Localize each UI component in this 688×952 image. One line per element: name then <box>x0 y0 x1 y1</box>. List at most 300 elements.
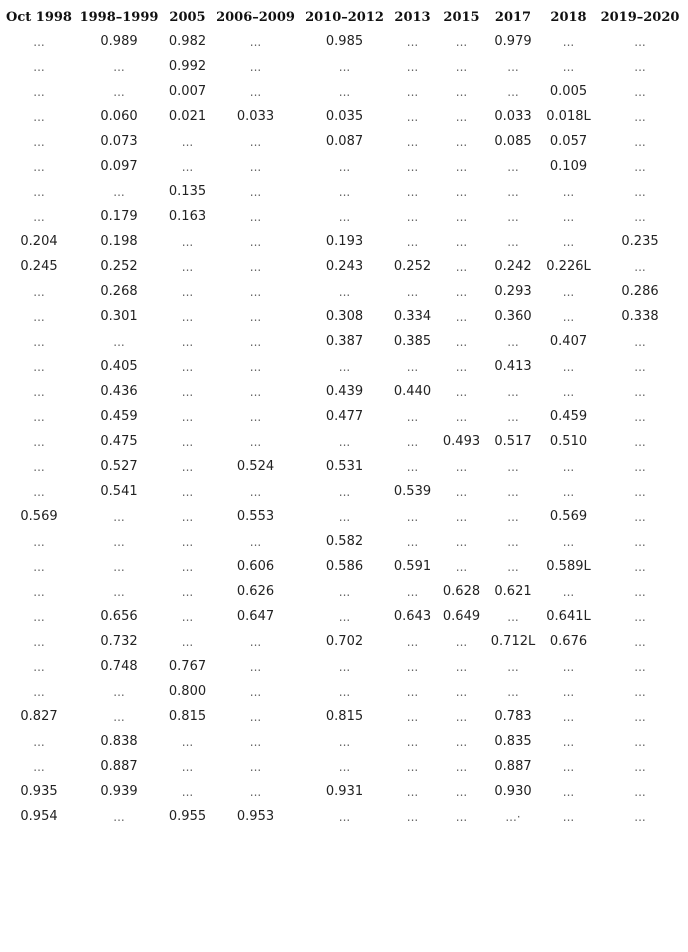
table-cell: ... <box>33 384 45 399</box>
table-cell: 0.591 <box>393 559 432 574</box>
table-cell: 0.163 <box>168 209 207 224</box>
column-header: 2005 <box>169 9 206 25</box>
table-cell: 0.783 <box>494 709 532 724</box>
table-cell: ... <box>507 159 519 174</box>
table-cell: ... <box>181 534 194 549</box>
table-cell: ... <box>33 209 45 224</box>
table-cell: 0.553 <box>236 509 275 524</box>
table-cell: ... <box>113 59 125 74</box>
table-cell: ... <box>338 584 351 599</box>
table-cell: ... <box>406 159 419 174</box>
table-cell: ... <box>338 359 351 374</box>
table-cell: ... <box>562 359 575 374</box>
table-cell: ... <box>455 509 468 524</box>
table-cell: ... <box>455 109 468 124</box>
table-cell: ... <box>507 484 519 499</box>
table-cell: 0.073 <box>100 134 138 149</box>
table-cell: ... <box>406 584 419 599</box>
table-cell: ... <box>634 209 646 224</box>
table-cell: ... <box>455 559 468 574</box>
table-cell: 0.621 <box>494 584 532 599</box>
table-row <box>4 579 682 604</box>
table-cell: ... <box>562 184 575 199</box>
table-cell: ... <box>562 309 575 324</box>
table-cell: ... <box>455 759 468 774</box>
column-header: 2006–2009 <box>216 9 295 25</box>
table-cell: 0.954 <box>20 809 58 824</box>
table-cell: ... <box>33 409 45 424</box>
table-cell: 0.582 <box>325 534 364 549</box>
table-body <box>4 29 682 829</box>
table-cell: 0.057 <box>549 134 588 149</box>
table-cell: 0.541 <box>100 484 138 499</box>
table-cell: ... <box>455 459 468 474</box>
table-row <box>4 729 682 754</box>
table-cell: 0.097 <box>100 159 138 174</box>
table-cell: 0.606 <box>236 559 275 574</box>
table-cell: ... <box>249 334 262 349</box>
table-cell: ... <box>338 759 351 774</box>
table-row <box>4 754 682 779</box>
table-cell: ... <box>406 359 419 374</box>
table-cell: ... <box>406 809 419 824</box>
column-header: 2019–2020 <box>600 9 680 25</box>
table-cell: ... <box>249 259 262 274</box>
table-cell: 0.301 <box>100 309 138 324</box>
table-cell: ... <box>406 34 419 49</box>
table-row <box>4 179 682 204</box>
table-cell: 0.252 <box>100 259 138 274</box>
table-row <box>4 654 682 679</box>
table-cell: 0.245 <box>20 259 58 274</box>
table-cell: 0.586 <box>325 559 364 574</box>
table-cell: ... <box>634 384 646 399</box>
table-cell: ... <box>338 184 351 199</box>
table-cell: 0.308 <box>325 309 364 324</box>
table-cell: ... <box>455 534 468 549</box>
table-cell: ... <box>562 234 575 249</box>
table-cell: ... <box>562 684 575 699</box>
table-cell: 0.179 <box>100 209 138 224</box>
table-cell: ... <box>338 484 351 499</box>
table-row <box>4 629 682 654</box>
table-cell: 0.021 <box>168 109 207 124</box>
table-cell: ... <box>455 209 468 224</box>
table-cell: ... <box>507 184 519 199</box>
table-cell: ... <box>507 84 519 99</box>
table-cell: ... <box>507 509 519 524</box>
table-cell: ... <box>406 109 419 124</box>
table-cell: ... <box>181 384 194 399</box>
table-cell: ... <box>406 659 419 674</box>
table-cell: 0.815 <box>325 709 364 724</box>
table-cell: ... <box>634 59 646 74</box>
table-cell: ... <box>634 409 646 424</box>
table-cell: ... <box>406 459 419 474</box>
table-cell: ... <box>562 584 575 599</box>
header-row <box>4 5 682 29</box>
table-cell: ... <box>33 534 45 549</box>
table-cell: ... <box>33 684 45 699</box>
table-cell: ... <box>338 159 351 174</box>
table-cell: ... <box>113 584 125 599</box>
table-cell: ... <box>634 784 646 799</box>
table-cell: ... <box>33 184 45 199</box>
table-cell: 0.510 <box>549 434 588 449</box>
column-header: Oct 1998 <box>6 9 72 25</box>
column-header: 1998–1999 <box>79 9 159 25</box>
table-row <box>4 129 682 154</box>
table-cell: ... <box>33 634 45 649</box>
table-cell: 0.838 <box>100 734 138 749</box>
table-cell: ... <box>455 659 468 674</box>
table-cell: 0.800 <box>168 684 207 699</box>
table-cell: 0.475 <box>100 434 138 449</box>
table-cell: ... <box>249 434 262 449</box>
table-cell: ... <box>406 509 419 524</box>
table-cell: ... <box>562 709 575 724</box>
table-cell: ... <box>338 284 351 299</box>
table-cell: ... <box>181 159 194 174</box>
table-cell: 0.955 <box>168 809 207 824</box>
table-cell: ... <box>33 434 45 449</box>
table-cell: 0.656 <box>100 609 138 624</box>
table-cell: 0.982 <box>168 34 207 49</box>
table-cell: 0.360 <box>494 309 532 324</box>
table-cell: ... <box>455 284 468 299</box>
table-cell: ... <box>249 84 262 99</box>
table-cell: ... <box>634 359 646 374</box>
table-cell: ... <box>634 809 646 824</box>
table-cell: 0.628 <box>442 584 481 599</box>
table-cell: ... <box>634 334 646 349</box>
table-cell: 0.334 <box>393 309 432 324</box>
table-cell: ... <box>249 134 262 149</box>
table-cell: ... <box>455 234 468 249</box>
table-cell: 0.569 <box>20 509 58 524</box>
table-row <box>4 479 682 504</box>
table-cell: ... <box>634 659 646 674</box>
table-cell: ... <box>406 209 419 224</box>
table-cell: ... <box>406 234 419 249</box>
table-cell: ... <box>507 609 519 624</box>
table-cell: ... <box>33 759 45 774</box>
table-row <box>4 454 682 479</box>
table-row <box>4 329 682 354</box>
table-cell: 0.732 <box>100 634 138 649</box>
column-header: 2015 <box>443 9 480 25</box>
column-header: 2013 <box>394 9 431 25</box>
table-cell: ... <box>406 684 419 699</box>
table-cell: ... <box>562 284 575 299</box>
table-row <box>4 229 682 254</box>
table-cell: 0.930 <box>494 784 532 799</box>
table-cell: ... <box>113 559 125 574</box>
table-row <box>4 529 682 554</box>
table-cell: ... <box>338 609 351 624</box>
table-row <box>4 54 682 79</box>
table-cell: ... <box>406 784 419 799</box>
table-cell: ... <box>181 734 194 749</box>
table-cell: ... <box>33 659 45 674</box>
table-cell: 0.702 <box>325 634 364 649</box>
table-cell: 0.979 <box>494 34 532 49</box>
table-cell: 0.569 <box>549 509 588 524</box>
table-cell: 0.712L <box>490 634 536 649</box>
table-cell: ... <box>634 534 646 549</box>
table-cell: ... <box>113 184 125 199</box>
table-cell: ... <box>406 634 419 649</box>
table-cell: ... <box>406 734 419 749</box>
table-row <box>4 29 682 54</box>
table-cell: ... <box>455 334 468 349</box>
table-cell: ... <box>33 34 45 49</box>
table-row <box>4 304 682 329</box>
table-cell: 0.005 <box>549 84 588 99</box>
table-cell: ... <box>634 159 646 174</box>
table-cell: ... <box>455 684 468 699</box>
table-cell: 0.643 <box>393 609 432 624</box>
table-cell: 0.647 <box>236 609 275 624</box>
table-cell: 0.193 <box>325 234 364 249</box>
table-cell: ... <box>33 134 45 149</box>
table-cell: ... <box>634 709 646 724</box>
table-cell: 0.935 <box>20 784 58 799</box>
table-cell: ... <box>249 734 262 749</box>
table-cell: ... <box>249 534 262 549</box>
table-row <box>4 554 682 579</box>
table-cell: ... <box>562 34 575 49</box>
table-cell: ... <box>181 134 194 149</box>
table-cell: ... <box>249 209 262 224</box>
table-cell: 0.436 <box>100 384 138 399</box>
table-cell: ... <box>455 184 468 199</box>
table-row <box>4 204 682 229</box>
table-cell: ... <box>249 159 262 174</box>
table-row <box>4 604 682 629</box>
table-cell: ... <box>249 284 262 299</box>
table-cell: ... <box>249 409 262 424</box>
table-cell: ... <box>455 359 468 374</box>
table-cell: ... <box>455 784 468 799</box>
table-cell: ... <box>33 59 45 74</box>
table-row <box>4 254 682 279</box>
table-cell: ... <box>181 484 194 499</box>
table-cell: ... <box>181 784 194 799</box>
table-row <box>4 679 682 704</box>
table-cell: ... <box>634 559 646 574</box>
table-cell: ... <box>338 809 351 824</box>
column-header: 2018 <box>550 9 587 25</box>
table-cell: 0.405 <box>100 359 138 374</box>
table-cell: ... <box>181 309 194 324</box>
table-cell: ... <box>562 659 575 674</box>
table-cell: ... <box>249 684 262 699</box>
table-cell: ... <box>406 534 419 549</box>
table-cell: 0.524 <box>236 459 275 474</box>
table-cell: ... <box>33 584 45 599</box>
table-cell: 0.531 <box>325 459 364 474</box>
table-cell: ... <box>507 384 519 399</box>
table-cell: ... <box>249 34 262 49</box>
table-cell: ... <box>562 534 575 549</box>
table-row <box>4 504 682 529</box>
table-cell: 0.440 <box>393 384 432 399</box>
table-cell: ... <box>455 134 468 149</box>
table-cell: ... <box>181 234 194 249</box>
table-cell: 0.007 <box>168 84 207 99</box>
table-cell: ... <box>562 384 575 399</box>
table-cell: 0.018L <box>546 109 591 124</box>
table-cell: ... <box>33 609 45 624</box>
table-cell: ... <box>181 584 194 599</box>
table-cell: ... <box>507 209 519 224</box>
table-row <box>4 779 682 804</box>
table-cell: ... <box>634 259 646 274</box>
table-cell: ... <box>338 509 351 524</box>
table-row <box>4 79 682 104</box>
table-cell: 0.641L <box>546 609 591 624</box>
table-cell: 0.407 <box>549 334 588 349</box>
table-cell: 0.649 <box>442 609 481 624</box>
table-cell: ... <box>181 509 194 524</box>
table-cell: 0.293 <box>494 284 532 299</box>
table-cell: ... <box>455 809 468 824</box>
column-header: 2010–2012 <box>305 9 384 25</box>
table-cell: ... <box>455 259 468 274</box>
table-cell: ... <box>507 234 519 249</box>
table-cell: ... <box>249 184 262 199</box>
table-cell: 0.748 <box>100 659 138 674</box>
table-cell: ... <box>181 409 194 424</box>
column-header: 2017 <box>494 9 532 25</box>
table-cell: ... <box>113 709 125 724</box>
table-cell: ... <box>455 484 468 499</box>
table-cell: 0.413 <box>494 359 532 374</box>
table-cell: ... <box>249 234 262 249</box>
table-cell: ... <box>455 159 468 174</box>
table-cell: ... <box>33 309 45 324</box>
table-row <box>4 104 682 129</box>
table-cell: ... <box>507 59 519 74</box>
table-cell: 0.835 <box>494 734 532 749</box>
table-cell: ... <box>507 409 519 424</box>
table-cell: 0.060 <box>100 109 138 124</box>
table-cell: ... <box>181 759 194 774</box>
table-cell: ... <box>562 784 575 799</box>
table-cell: ... <box>113 334 125 349</box>
table-cell: ... <box>562 459 575 474</box>
table-cell: 0.931 <box>325 784 364 799</box>
table-cell: 0.286 <box>621 284 659 299</box>
table-cell: ... <box>455 409 468 424</box>
table-cell: 0.226L <box>546 259 591 274</box>
table-cell: ... <box>181 559 194 574</box>
table-cell: 0.252 <box>393 259 432 274</box>
table-cell: ... <box>634 134 646 149</box>
table-cell: ... <box>33 484 45 499</box>
table-cell: ... <box>181 259 194 274</box>
table-cell: ... <box>634 109 646 124</box>
table-cell: ... <box>33 109 45 124</box>
table-cell: ... <box>406 59 419 74</box>
table-cell: ... <box>113 809 125 824</box>
table-cell: 0.385 <box>393 334 432 349</box>
table-cell: ... <box>338 84 351 99</box>
table-cell: ... <box>455 309 468 324</box>
table-cell: ... <box>634 459 646 474</box>
table-cell: ... <box>338 209 351 224</box>
table-cell: ... <box>406 709 419 724</box>
table-cell: 0.439 <box>325 384 364 399</box>
table-cell: ... <box>33 159 45 174</box>
table-cell: ... <box>33 334 45 349</box>
table-cell: 0.953 <box>236 809 275 824</box>
table-row <box>4 354 682 379</box>
table-cell: ... <box>33 359 45 374</box>
table-cell: ... <box>634 84 646 99</box>
table-cell: ... <box>455 734 468 749</box>
table-cell: 0.887 <box>100 759 138 774</box>
table-cell: ... <box>249 309 262 324</box>
table-cell: ... <box>562 209 575 224</box>
table-cell: 0.985 <box>325 34 364 49</box>
table-cell: 0.477 <box>325 409 364 424</box>
table-cell: ... <box>181 634 194 649</box>
table-cell: 0.235 <box>621 234 659 249</box>
table-cell: ... <box>113 684 125 699</box>
table-cell: 0.459 <box>100 409 138 424</box>
table-cell: ... <box>338 659 351 674</box>
table-cell: ... <box>562 484 575 499</box>
table-cell: ... <box>455 709 468 724</box>
table-cell: 0.338 <box>621 309 659 324</box>
table-cell: ... <box>249 759 262 774</box>
table-cell: ... <box>634 609 646 624</box>
table-cell: 0.939 <box>100 784 138 799</box>
table-cell: 0.109 <box>549 159 588 174</box>
table-cell: ... <box>406 409 419 424</box>
table-cell: ... <box>249 384 262 399</box>
table-cell: ... <box>406 759 419 774</box>
table-cell: ... <box>113 534 125 549</box>
table-cell: 0.989 <box>100 34 138 49</box>
table-row <box>4 154 682 179</box>
table-cell: 0.242 <box>494 259 532 274</box>
table-cell: ... <box>181 609 194 624</box>
table-cell: ... <box>181 434 194 449</box>
table-cell: ... <box>249 634 262 649</box>
table-cell: 0.035 <box>325 109 364 124</box>
table-cell: 0.085 <box>494 134 532 149</box>
table-cell: 0.539 <box>393 484 432 499</box>
table-cell: ...· <box>505 809 521 824</box>
table-cell: 0.459 <box>549 409 588 424</box>
table-cell: ... <box>634 734 646 749</box>
table-cell: ... <box>249 659 262 674</box>
table-cell: ... <box>634 509 646 524</box>
table-row <box>4 404 682 429</box>
table-cell: ... <box>634 759 646 774</box>
table-cell: ... <box>249 784 262 799</box>
table-cell: 0.033 <box>236 109 275 124</box>
table-row <box>4 804 682 829</box>
data-table <box>4 5 682 829</box>
table-cell: ... <box>113 509 125 524</box>
table-cell: 0.992 <box>168 59 207 74</box>
table-cell: ... <box>507 659 519 674</box>
table-cell: ... <box>406 284 419 299</box>
